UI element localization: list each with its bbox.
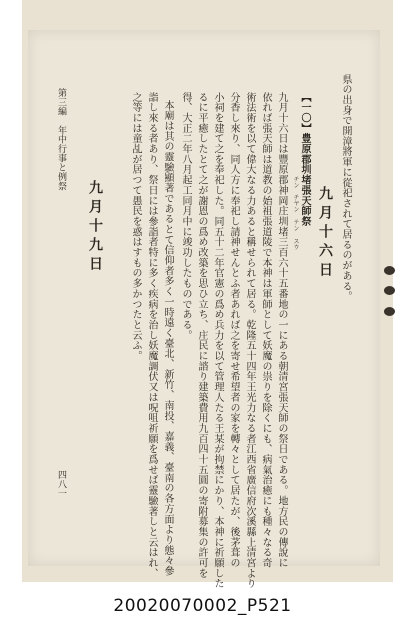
date-heading: 九月十九日 [87, 180, 103, 275]
text-line: 九月十六日は豐原郡神岡庄圳堵三百六十五番地の一にある朝清宮張天師の祭日である。地方民の傳說に [276, 92, 287, 569]
text-line: 詣し來る者あり、祭日には參詣者特に多く疾病を治し妖魔調伏又は呪咀祈願を爲せば靈驗著しと云はれ、 [146, 92, 157, 579]
text-line: 小祠を建て之を奉祀した。同五十二年官憲の爲め兵力を以て管理人たる王某が拘禁にかり、本神に祈願した [212, 92, 223, 589]
text-line: 分香し來り、同人方に奉祀し請神せんとふ者あれば之を寄せ希望者の家を轉々として居たが、後茅葺の [228, 92, 239, 569]
binding-hole [384, 266, 395, 275]
ruby-reading: チン チヤン テン スウ [292, 176, 299, 250]
section-title: 【一〇】豊原郡圳堵張天師祭 [299, 92, 310, 227]
text-line: 本廟は其の靈驗顯著であるとて信仰者多く一時遠く臺北、新竹、南投、嘉義、臺南の各方面より態々參 [162, 100, 173, 577]
text-line: 之等には童乩が居つて愚民を惑はすもの多かつたと云ふ。 [130, 92, 141, 362]
text-line: 県の出身で開漳將軍に從祀されて居るのがある。 [340, 74, 351, 302]
running-header: 第三編 年中行事と例祭 [56, 88, 66, 191]
image-caption: 20020070002_P521 [113, 596, 292, 616]
date-heading: 九月十六日 [317, 186, 333, 281]
page-number: 四八一 [56, 470, 66, 499]
text-line: 依れば張天師は道教の始祖張道陵で本神は軍師として妖魔の祟りを除くにも、病氣治癒にも種々なる奇 [260, 92, 271, 569]
binding-hole [384, 307, 395, 316]
text-line: るに平癒したとて之が謝恩の爲め改築を思ひ立ち、庄民に諮り建築費用九百四十五圓の寄附募集の許可を [196, 92, 207, 579]
text-line: 得、大正二年八月起工同月中に竣功したものである。 [180, 92, 191, 341]
text-line: 術法術を以て偉大なる力あると稱せられて居る。乾隆五十四年王光力なる者江西省廣信府次溪縣上清宮より [244, 92, 255, 589]
binding-hole [384, 286, 395, 295]
